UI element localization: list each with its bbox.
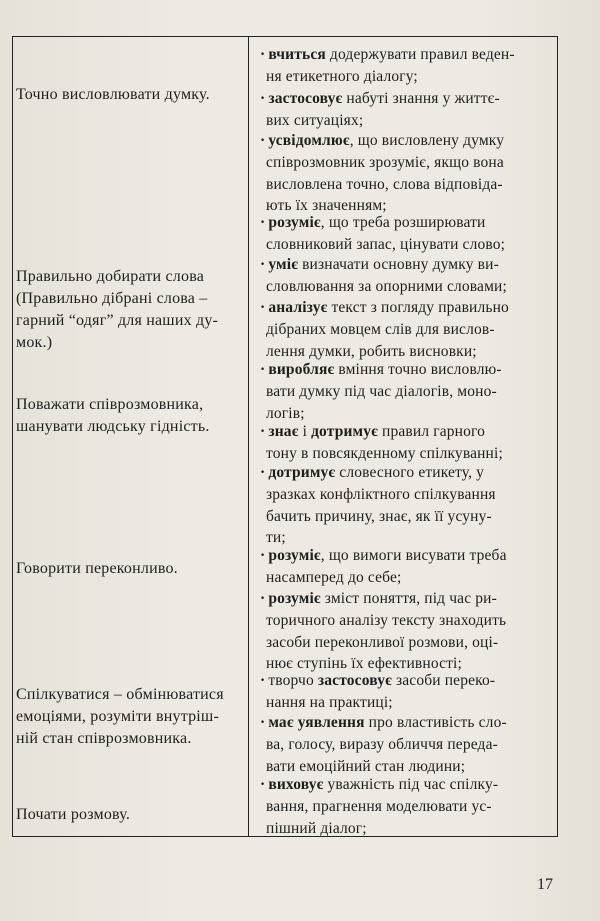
right-line: ва, голосу, виразу обличчя переда-	[266, 735, 498, 753]
right-line: · усвідомлює, що висловлену думку	[260, 132, 505, 149]
right-item-5	[260, 254, 552, 298]
right-line: · розуміє зміст поняття, під час ри-	[260, 590, 497, 607]
bullet-icon: ·	[260, 423, 266, 440]
right-line: висловлена точно, слова відповіда-	[266, 175, 503, 193]
bullet-icon: ·	[260, 299, 266, 316]
bullet-icon: ·	[260, 672, 266, 689]
right-line: бачить причину, знає, як її усуну-	[266, 507, 492, 525]
right-item-1	[260, 44, 552, 88]
left-line: Точно висловлювати думку.	[16, 86, 210, 103]
left-line: мок.)	[16, 334, 53, 351]
right-item-4	[260, 212, 552, 256]
left-item-convincing	[16, 558, 244, 580]
left-line: шанувати людську гідність.	[16, 418, 210, 435]
bullet-icon: ·	[260, 464, 266, 481]
right-line: ють їх значенням;	[266, 197, 387, 215]
right-line: · вчиться додержувати правил веден-	[260, 46, 515, 63]
right-line: вання, прагнення моделювати ус-	[266, 797, 492, 815]
right-line: вати емоційний стан людини;	[266, 757, 466, 775]
left-line: Спілкуватися – обмінюватися	[16, 686, 224, 703]
right-line: дібраних мовцем слів для вислов-	[266, 320, 495, 338]
left-line: (Правильно дібрані слова –	[16, 290, 208, 307]
right-line: · розуміє, що треба розширювати	[260, 214, 486, 231]
left-item-respect	[16, 394, 244, 438]
right-line: · виховує уважність під час спілку-	[260, 776, 499, 793]
page-number: 17	[537, 876, 553, 893]
right-line: торичного аналізу тексту знаходить	[266, 611, 507, 629]
right-line: нання на практиці;	[266, 693, 393, 711]
right-item-9	[260, 462, 552, 549]
right-item-11	[260, 588, 552, 675]
right-line: · дотримує словесного етикету, у	[260, 464, 485, 481]
right-line: · знає і дотримує правил гарного	[260, 423, 486, 440]
right-line: логів;	[266, 404, 305, 422]
right-item-12	[260, 670, 552, 714]
right-line: · застосовує набуті знання у життє-	[260, 90, 500, 107]
right-item-7	[260, 359, 552, 424]
right-line: тону в повсякденному спілкуванні;	[266, 444, 503, 462]
left-item-choose-words	[16, 266, 244, 354]
right-line: нює ступінь їх ефективності;	[266, 655, 462, 673]
right-item-6	[260, 297, 552, 362]
left-line: ній стан співрозмовника.	[16, 730, 192, 747]
left-item-emotions	[16, 684, 244, 750]
right-line: · має уявлення про властивість сло-	[260, 714, 507, 731]
bullet-icon: ·	[260, 90, 266, 107]
right-line: насамперед до себе;	[266, 568, 402, 586]
right-item-8	[260, 421, 552, 465]
left-item-start-conversation	[16, 804, 244, 826]
right-line: співрозмовник зрозуміє, якщо вона	[266, 153, 504, 171]
right-line: пішний діалог;	[266, 819, 367, 837]
bullet-icon: ·	[260, 256, 266, 273]
bullet-icon: ·	[260, 590, 266, 607]
left-item-precise-thought	[16, 84, 244, 106]
bullet-icon: ·	[260, 132, 266, 149]
bullet-icon: ·	[260, 547, 266, 564]
right-line: ня етикетного діалогу;	[266, 67, 418, 85]
right-line: словлювання за опорними словами;	[266, 277, 507, 295]
bullet-icon: ·	[260, 214, 266, 231]
right-item-14	[260, 774, 552, 839]
left-line: Правильно добирати слова	[16, 268, 205, 285]
bullet-icon: ·	[260, 361, 266, 378]
column-divider	[248, 36, 249, 837]
left-line: Почати розмову.	[16, 806, 131, 823]
right-line: · розуміє, що вимоги висувати треба	[260, 547, 507, 564]
bullet-icon: ·	[260, 776, 266, 793]
right-line: словниковий запас, цінувати слово;	[266, 235, 506, 253]
left-line: Говорити переконливо.	[16, 560, 178, 577]
right-line: лення думки, робить висновки;	[266, 342, 477, 360]
left-line: Поважати співрозмовника,	[16, 396, 204, 413]
left-line: гарний “одяг” для наших ду-	[16, 312, 219, 329]
right-item-13	[260, 712, 552, 777]
right-line: зразках конфліктного спілкування	[266, 485, 496, 503]
right-item-3	[260, 130, 552, 217]
right-line: · творчо застосовує засоби переко-	[260, 672, 496, 689]
right-line: · аналізує текст з погляду правильно	[260, 299, 509, 316]
right-line: засоби переконливої розмови, оці-	[266, 633, 499, 651]
right-line: вих ситуаціях;	[266, 111, 364, 129]
right-line: · виробляє вміння точно висловлю-	[260, 361, 502, 378]
right-item-2	[260, 88, 552, 132]
right-line: ти;	[266, 529, 286, 547]
bullet-icon: ·	[260, 714, 266, 731]
right-item-10	[260, 545, 552, 589]
right-line: · уміє визначати основну думку ви-	[260, 256, 499, 273]
right-line: вати думку під час діалогів, моно-	[266, 382, 497, 400]
bullet-icon: ·	[260, 46, 266, 63]
left-line: емоціями, розуміти внутріш-	[16, 708, 219, 725]
